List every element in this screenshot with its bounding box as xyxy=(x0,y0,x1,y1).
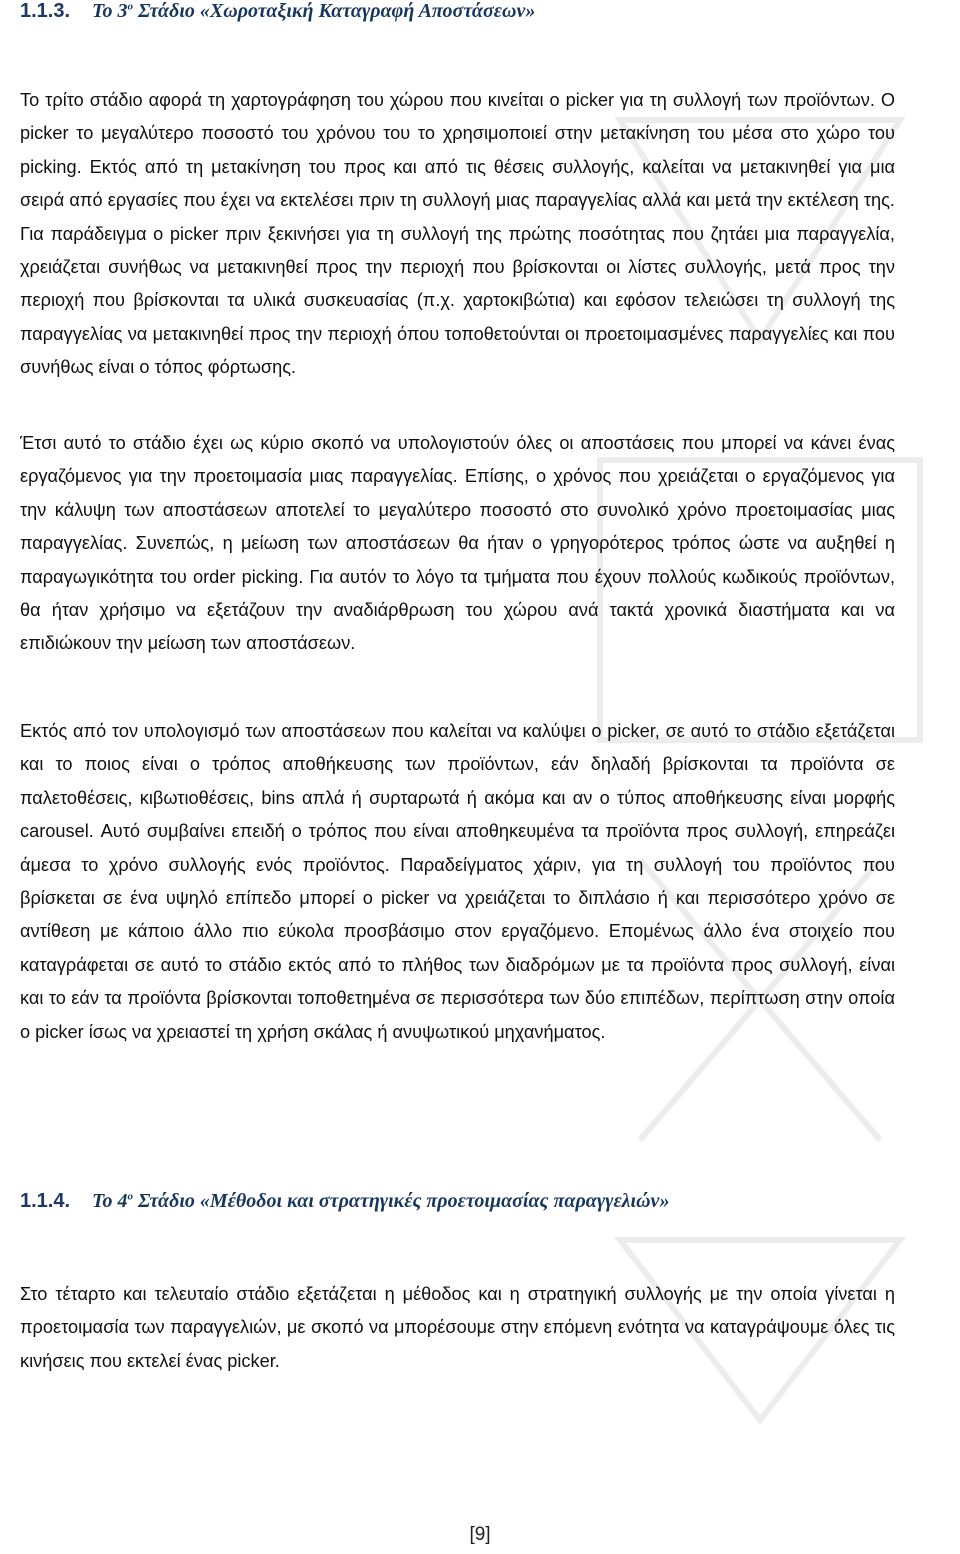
section-heading-1-1-3 xyxy=(20,0,535,23)
section-title: Το $3^o$ Στάδιο «Χωροταξική Καταγραφή Αποστάσεων» xyxy=(92,0,536,22)
section-heading-1-1-4 xyxy=(20,1190,669,1213)
paragraph-1: Το τρίτο στάδιο αφορά τη χαρτογράφηση του χώρου που κινείται ο picker για τη συλλογή των προϊόντων. Ο picker το μεγαλύτερο ποσοστό του χρόνου του το χρησιμοποιεί στην μετακίνηση του μέσα στο χώρο του picking. Εκτός από τη μετακίνηση του προς και από τις θέσεις συλλογής, καλείται να μετακινηθεί για μια σειρά από εργασίες που έχει να εκτελέσει πριν τη συλλογή μιας παραγγελίας αλλά και μετά την εκτέλεση της. Για παράδειγμα ο picker πριν ξεκινήσει για τη συλλογή της πρώτης ποσότητας που ζητάει μια παραγγελία, χρειάζεται συνήθως να μετακινηθεί προς την περιοχή που βρίσκονται οι λίστες συλλογής, μετά προς την περιοχή που βρίσκονται τα υλικά συσκευασίας (π.χ. χαρτοκιβώτια) και εφόσον τελειώσει τη συλλογή της παραγγελίας να μετακινηθεί προς την περιοχή όπου τοποθετούνται οι προετοιμασμένες παραγγελίες και που συνήθως είναι ο τόπος φόρτωσης. xyxy=(20,90,895,378)
section-number: 1.1.3. xyxy=(20,0,71,22)
paragraph-4: Στο τέταρτο και τελευταίο στάδιο εξετάζεται η μέθοδος και η στρατηγική συλλογής με την οποία γίνεται η προετοιμασία των παραγγελιών, με σκοπό να μπορέσουμε στην επόμενη ενότητα να καταγράψουμε όλες τις κινήσεις που εκτελεί ένας picker. xyxy=(20,1284,895,1371)
paragraph-2: Έτσι αυτό το στάδιο έχει ως κύριο σκοπό να υπολογιστούν όλες οι αποστάσεις που μπορεί να κάνει ένας εργαζόμενος για την προετοιμασία μιας παραγγελίας. Επίσης, ο χρόνος που χρειάζεται ο εργαζόμενος για την κάλυψη των αποστάσεων αποτελεί το μεγαλύτερο ποσοστό στο συνολικό χρόνο προετοιμασίας μιας παραγγελίας. Συνεπώς, η μείωση των αποστάσεων θα ήταν ο γρηγορότερος τρόπος ώστε να αυξηθεί η παραγωγικότητα του order picking. Για αυτόν το λόγο τα τμήματα που έχουν πολλούς κωδικούς προϊόντων, θα ήταν χρήσιμο να εξετάζουν την αναδιάρθρωση του χώρου ανά τακτά χρονικά διαστήματα και να επιδιώκουν την μείωση των αποστάσεων. xyxy=(20,433,895,654)
section-number: 1.1.4. xyxy=(20,1190,71,1212)
paragraph-3: Εκτός από τον υπολογισμό των αποστάσεων που καλείται να καλύψει ο picker, σε αυτό το στάδιο εξετάζεται και το ποιος είναι ο τρόπος αποθήκευσης των προϊόντων, εάν δηλαδή βρίσκονται τα προϊόντα σε παλετοθέσεις, κιβωτιοθέσεις, bins απλά ή συρταρωτά ή ακόμα και αν ο τύπος αποθήκευσης είναι μορφής carousel. Αυτό συμβαίνει επειδή ο τρόπος που είναι αποθηκευμένα τα προϊόντα προς συλλογή, επηρεάζει άμεσα το χρόνο συλλογής ενός προϊόντος. Παραδείγματος χάριν, για τη συλλογή του προϊόντος που βρίσκεται σε ένα υψηλό επίπεδο μπορεί ο picker να χρειάζεται το διπλάσιο ή και περισσότερο χρόνο σε αντίθεση με κάποιο άλλο πιο εύκολα προσβάσιμο στον εργαζόμενο. Επομένως άλλο ένα στοιχείο που καταγράφεται σε αυτό το στάδιο εκτός από το πλήθος των διαδρόμων με τα προϊόντα προς συλλογή, είναι και το εάν τα προϊόντα βρίσκονται τοποθετημένα σε περισσότερα των δύο επιπέδων, περίπτωση στην οποία ο picker ίσως να χρειαστεί τη χρήση σκάλας ή ανυψωτικού μηχανήματος. xyxy=(20,721,895,1042)
section-title: Το $4^o$ Στάδιο «Μέθοδοι και στρατηγικές προετοιμασίας παραγγελιών» xyxy=(92,1190,670,1212)
page-number: [9] xyxy=(469,1524,491,1545)
